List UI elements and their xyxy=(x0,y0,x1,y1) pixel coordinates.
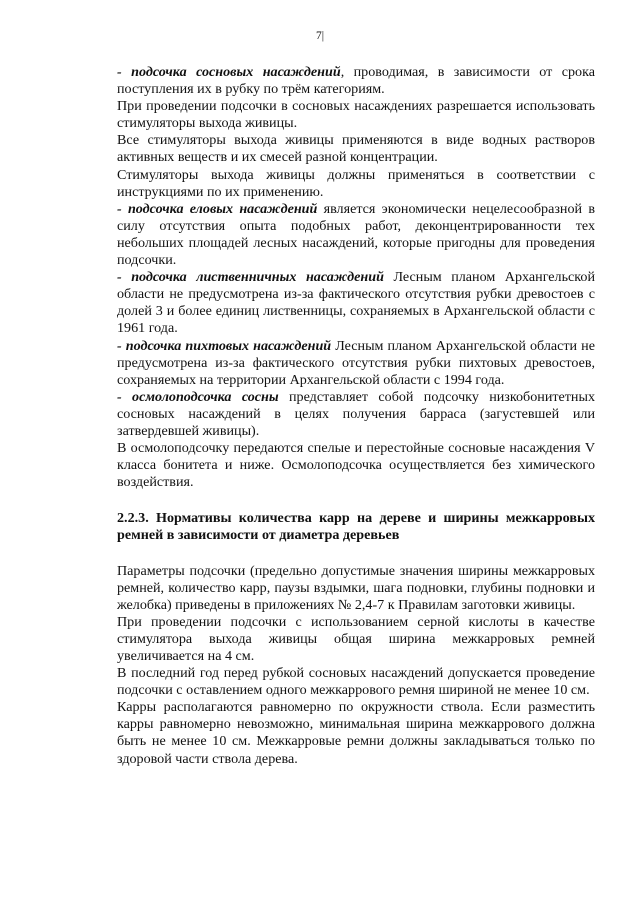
paragraph-resin-tapping xyxy=(117,389,595,440)
paragraph-text: При проведении подсочки в сосновых насаждениях разрешается использовать стимуляторы выхода живицы. xyxy=(117,98,595,132)
paragraph-text: является экономически нецелесообразной в силу отсутствия опыта подобных работ, деконцентрированности тех небольших площадей лесных насаждений, которые пригодны для проведения подсочки. xyxy=(117,200,595,269)
paragraph-parameters: Параметры подсочки (предельно допустимые значения ширины межкарровых ремней, количество карр, паузы вздымки, шага подновки, глубины подновки и желобка) приведены в приложениях № 2,4-7 к Правилам заготовки живицы. xyxy=(117,562,595,613)
paragraph-text: представляет собой подсочку низкобонитетных сосновых насаждений в целях получения барраса (загустевшей или затвердевшей живицы). xyxy=(117,388,595,439)
paragraph-pine-tapping xyxy=(117,64,595,98)
page-number: 7| xyxy=(315,30,325,42)
paragraph-lead: - осмолоподсочка сосны xyxy=(117,388,279,405)
paragraph-text: Все стимуляторы выхода живицы применяются в виде водных растворов активных веществ и их смесей разной концентрации. xyxy=(117,132,595,166)
paragraph-lead: - подсочка лиственничных насаждений xyxy=(117,269,384,286)
paragraph-last-year: В последний год перед рубкой сосновых насаждений допускается проведение подсочки с оставлением одного межкаррового ремня шириной не менее 10 см. xyxy=(117,665,595,699)
paragraph-text: , проводимая, в зависимости от срока поступления их в рубку по трём категориям. xyxy=(117,64,595,98)
paragraph-text: Лесным планом Архангельской области не предусмотрена из-за фактического отсутствия рубки пихтовых древостоев, сохраняемых на территории Архангельской области с 1994 года. xyxy=(117,337,595,388)
paragraph-resin-tapping-stands xyxy=(117,440,595,491)
paragraph-lead: - подсочка сосновых насаждений xyxy=(117,64,341,80)
paragraph-text: Стимуляторы выхода живицы должны применяться в соответствии с инструкциями по их применению. xyxy=(117,166,595,200)
paragraph-stimulators-solutions xyxy=(117,132,595,166)
section-heading: 2.2.3. Нормативы количества карр на дереве и ширины межкарровых ремней в зависимости от диаметра деревьев xyxy=(117,510,595,544)
paragraph-text: В осмолоподсочку передаются спелые и перестойные сосновые насаждения V класса бонитета и ниже. Осмолоподсочка осуществляется без химического воздействия. xyxy=(117,440,595,491)
paragraph-text: Лесным планом Архангельской области не предусмотрена из-за фактического отсутствия рубки древостоев с долей 3 и более единиц лиственницы, сохраняемых в Архангельской области с 1961 года. xyxy=(117,269,595,337)
paragraph-stimulators-instructions xyxy=(117,167,595,201)
paragraph-stimulators-allowed xyxy=(117,98,595,132)
paragraph-spruce-tapping xyxy=(117,201,595,269)
document-body xyxy=(117,64,595,768)
paragraph-sulfuric-acid: При проведении подсочки с использованием серной кислоты в качестве стимулятора выхода живицы общая ширина межкарровых ремней увеличивается на 4 см. xyxy=(117,613,595,664)
paragraph-lead: - подсочка еловых насаждений xyxy=(117,200,318,217)
paragraph-fir-tapping xyxy=(117,338,595,389)
paragraph-lead: - подсочка пихтовых насаждений xyxy=(117,337,332,354)
paragraph-carr-placement: Карры располагаются равномерно по окружности ствола. Если разместить карры равномерно невозможно, минимальная ширина межкаррового должна быть не менее 10 см. Межкарровые ремни должны закладываться только по здоровой части ствола дерева. xyxy=(117,699,595,767)
paragraph-larch-tapping xyxy=(117,269,595,337)
